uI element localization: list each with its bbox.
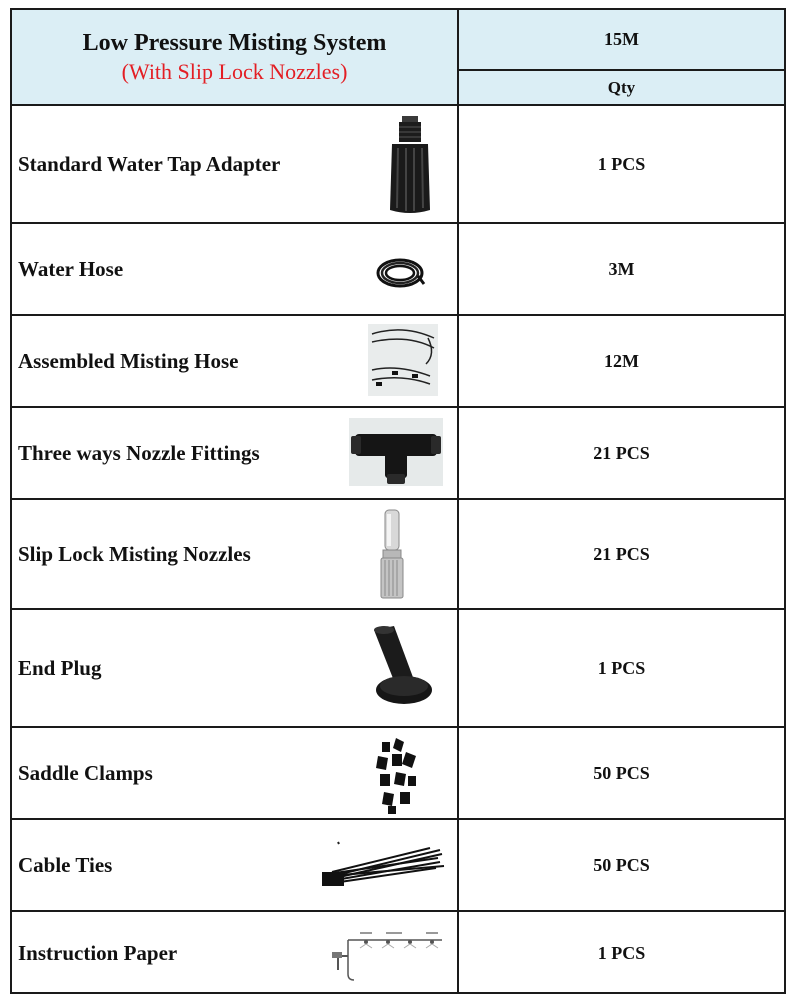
item-qty: 21 PCS	[593, 543, 650, 564]
item-cell	[12, 610, 459, 726]
item-cell	[12, 820, 459, 910]
item-cell	[12, 224, 459, 314]
header-qty-label: Qty	[459, 71, 784, 106]
water-hose-icon	[374, 254, 426, 292]
item-name: Cable Ties	[18, 852, 113, 877]
table-row	[12, 224, 784, 316]
table-row	[12, 610, 784, 728]
item-qty: 21 PCS	[593, 442, 650, 463]
table-row	[12, 728, 784, 820]
item-name: Water Hose	[18, 256, 124, 281]
misting-hose-icon	[368, 324, 438, 396]
product-title: Low Pressure Misting System	[82, 30, 387, 56]
item-qty: 1 PCS	[597, 657, 646, 678]
item-cell	[12, 728, 459, 818]
item-name: Slip Lock Misting Nozzles	[18, 541, 251, 566]
item-name: Assembled Misting Hose	[18, 348, 239, 373]
instruction-paper-icon	[330, 926, 452, 982]
item-qty: 50 PCS	[593, 854, 650, 875]
item-name: Instruction Paper	[18, 940, 178, 965]
tap-adapter-icon	[378, 114, 442, 216]
product-subtitle: (With Slip Lock Nozzles)	[121, 59, 348, 84]
item-cell	[12, 408, 459, 498]
item-name: Saddle Clamps	[18, 760, 153, 785]
table-row	[12, 912, 784, 994]
item-qty: 12M	[604, 350, 639, 371]
item-name: End Plug	[18, 655, 102, 680]
cable-ties-icon	[320, 838, 446, 894]
item-name: Three ways Nozzle Fittings	[18, 440, 260, 465]
item-qty: 50 PCS	[593, 762, 650, 783]
item-cell	[12, 316, 459, 406]
table-row	[12, 500, 784, 610]
item-qty: 1 PCS	[597, 153, 646, 174]
table-row	[12, 820, 784, 912]
table-row	[12, 408, 784, 500]
end-plug-icon	[352, 624, 442, 714]
parts-table	[10, 8, 786, 994]
nozzle-icon	[372, 506, 412, 604]
item-cell	[12, 500, 459, 608]
item-qty: 3M	[608, 258, 635, 279]
saddle-clamps-icon	[374, 736, 422, 814]
tee-fitting-icon	[349, 418, 443, 486]
header-product-cell	[12, 10, 459, 106]
item-cell	[12, 912, 459, 994]
item-cell	[12, 106, 459, 222]
item-qty: 1 PCS	[597, 942, 646, 963]
table-row	[12, 316, 784, 408]
item-name: Standard Water Tap Adapter	[18, 151, 281, 176]
table-row	[12, 106, 784, 224]
header-length: 15M	[459, 10, 784, 71]
